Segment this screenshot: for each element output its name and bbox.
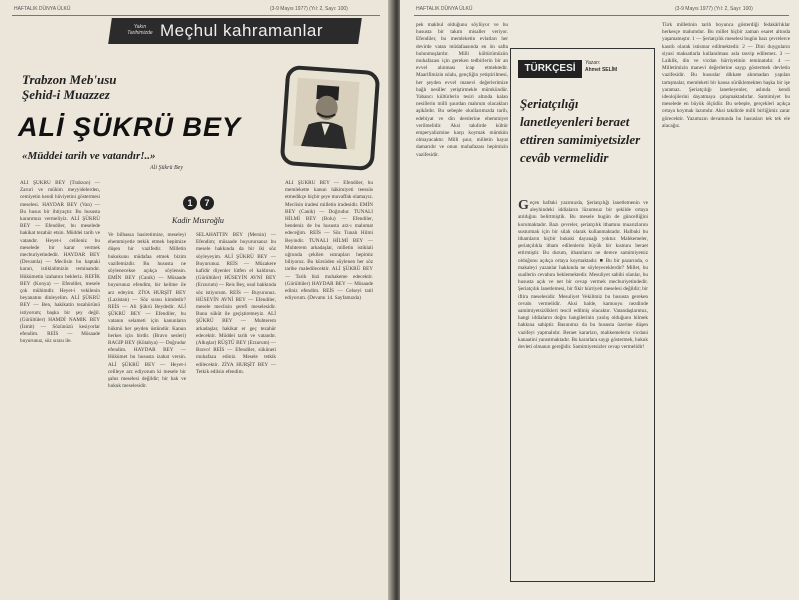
header-rule xyxy=(414,15,789,16)
deck-quote: «Müddei tarih ve vatandır!..» xyxy=(22,150,156,162)
text-column: Türk milletinin tarih boyunca gösterdiği fedakârlıklar herkesçe malumdur. Bu millet hiçbir zaman esaret altında yaşamamıştır. 1 — Şeriatçılık meselesi bugün bazı çevrelerce kasıtlı olarak istismar edilmektedir. 2 — Dini duyguların siyasi maksatlarla kullanılması asla tasvip edilemez. 3 — Laiklik, din ve vicdan hürriyetinin teminatıdır. 4 — Milletimizin manevi değerlerine saygı göstermek devletin vazifesidir. Bu hususlar dikkate alınmadan yapılan tartışmalar, memleketi bir kaosa sürüklemekten başka bir işe yaramaz. Şeriatçılığı lanetleyenler, aslında kendi ideolojilerini dayatmaya çalışmaktadırlar. Samimiyet bu meselede en büyük ölçüdür. Bu sebeple, gerçekleri açıkça ortaya koymak lazımdır. Aksi takdirde milli birliğimiz zarar görecektir. Yazımızın devamında bu hususları tek tek ele alacağız. xyxy=(662,22,790,129)
headline: ALİ ŞÜKRÜ BEY xyxy=(18,112,242,142)
deck-byline: Ali Şükrü Bey xyxy=(150,165,183,171)
column-logo: TÜRKÇESİ xyxy=(518,60,582,78)
kicker xyxy=(22,72,117,102)
running-head-date-left: (3-9 Mayıs 1977) (Yıl: 2, Sayı: 100) xyxy=(270,6,348,12)
part-digit: 1 xyxy=(183,196,197,210)
running-head-date-right: (3-9 Mayıs 1977) (Yıl: 2, Sayı: 100) xyxy=(675,6,753,12)
portrait-frame xyxy=(280,65,381,171)
running-head-right: HAFTALIK DÜNYA ÜLKÜ xyxy=(416,6,473,12)
text-column: ALİ ŞÜKRÜ BEY — Efendiler, bu memlekette kanun hâkimiyeti teessüs etmedikçe hiçbir şeye muvaffak olamayız. Meclisin iradesi milletin iradesidir. EMİN BEY (Canik) — Doğrudur. TUNALI HİLMİ BEY (Bolu) — Efendiler, bendeniz de bu hususta arz-ı malumat edeceğim. REİS — Söz Tunalı Hilmi Beyindir. TUNALI HİLMİ BEY — Muhterem arkadaşlar, milletin istiklali uğrunda çekilen ıstırapları hepimiz biliyoruz. Bu kürsüden söylenen her söz tarihe maledilecektir. ALİ ŞÜKRÜ BEY — Tarih bizi muhakeme edecektir. (Gürültüler) HAYDAR BEY — Müsaade ediniz efendim. REİS — Celseyi tatil ediyorum. (Devamı 14. Sayfamızda) xyxy=(285,180,373,302)
part-number xyxy=(183,196,214,210)
text-column: pek makbul olduğunu söylüyor ve bu hususta bir takım misaller veriyor. Efendiler, bu memleketin evlatları her devirde vatan müdafaasında en ön safta bulunmuşlardır. Milli kültürümüzün muhafazası için gereken tedbirlerin bir an evvel alınması icap etmektedir. Maarifimizin ıslahı, gençliğin yetiştirilmesi, her şeyden evvel manevi değerlerimize bağlı nesiller yetiştirmekle mümkündür. Yabancı kültürlerin tesiri altında kalan nesillerin milli şuurdan mahrum olacakları aşikârdır. Bu sebeple okullarımızda tarih, edebiyat ve din derslerine ehemmiyet verilmelidir. Aksi takdirde kültür emperyalizmine karşı koymak mümkün olmayacaktır. Milli şuur, milletin hayat damarıdır ve onun muhafazası hepimizin vazifesidir. xyxy=(416,22,508,158)
drop-cap: G xyxy=(518,200,529,213)
kicker-line: Şehid-i Muazzez xyxy=(22,87,110,102)
section-title: Meçhul kahramanlar xyxy=(160,21,324,40)
author-byline: Kadir Mısıroğlu xyxy=(172,216,224,225)
text-column: ALİ ŞÜKRÜ BEY (Trabzon) — Zaruri ve mühim meyyidelerden, cemiyetin kendi hüviyetini göstermesi meselesi. HAYDAR BEY (Van) — Bu husus bir ihtiyaçtır. Bu hususta kararımızı vermeliyiz. ALİ ŞÜKRÜ BEY — Efendiler, bu meselede hakikat tezahür etsin. Müddei tarih ve vatandır. Heyet-i celileniz bu meselede bir karar vermek mecburiyetindedir. HAYDAR BEY (Devamla) — Meclisin bu baptaki kararı, istiklalimizin teminatıdır. Hükümetin izahatını bekleriz. REFİK BEY (Konya) — Efendiler, mesele çok mühimdir. Heyet-i vekilenin beyanatını dinleyelim. ALİ ŞÜKRÜ BEY — Ben, hakikatin tezahürünü istiyorum; başka bir şey değil. (Gürültüler) HAMDİ NAMIK BEY (İzmit) — Sözünüzü kesiyorlar efendim. REİS — Müsaade buyurunuz, söz sırası ile. xyxy=(20,180,100,345)
left-page xyxy=(0,0,392,600)
part-digit: 7 xyxy=(200,196,214,210)
column-body xyxy=(518,200,648,572)
author-label: Yazan: xyxy=(585,60,601,66)
portrait-image xyxy=(293,78,360,150)
banner-small-text: Yakın Tarihimizde xyxy=(127,24,153,36)
text-column: SELAHATTİN BEY (Mersin) — Efendim; müsaade buyurursanız bu mesele hakkında da bir iki söz söyleyeyim. ALİ ŞÜKRÜ BEY — Buyurunuz. REİS — Müzakere kafidir diyenler lütfen el kaldırsın. (Gürültüler) HÜSEYİN AVNİ BEY (Erzurum) — Reis Bey, usul hakkında söz istiyorum. REİS — Buyurunuz. HÜSEYİN AVNİ BEY — Efendiler, mesele meclisin şerefi meselesidir. Bunu sükût ile geçiştiremeyiz. ALİ ŞÜKRÜ BEY — Muhterem arkadaşlar, hakikat er geç tezahür edecektir. Müddei tarih ve vatandır. (Alkışlar) RÜŞTÜ BEY (Erzurum) — Bravo! REİS — Efendiler, sükûneti muhafaza ediniz. Mesele tetkik edilecektir. ZİYA HURŞİT BEY — Tetkik edilsin efendim. xyxy=(196,232,276,375)
kicker-line: Trabzon Meb'usu xyxy=(22,72,117,87)
column-title: Şeriatçılığı lanetleyenleri beraet ettiren samimiyetsizler cevâb vermelidir xyxy=(520,96,641,165)
header-rule xyxy=(12,15,380,16)
author-name: Ahmet SELİM xyxy=(585,67,618,73)
text-column: Ve bilhassa basiretimize, meseleyi ehemmiyetle tetkik etmek hepimize düşen bir vazifedir. Milletin hukukunu müdafaa etmek bizim vazifemizdir. Bu hususta ne söylenecekse açıkça söylensin. EMİN BEY (Canik) — Müsaade buyurunuz efendim, bir kelime ile arz edeyim. ZİYA HURŞİT BEY (Lazistan) — Söz sırası kimdedir? REİS — Ali Şükrü Beydedir. ALİ ŞÜKRÜ BEY — Efendiler, bu vatanın selameti için kanunların hükmü her şeyden üstündür. Kanun herkes için birdir. (Bravo sesleri) RAGIP BEY (Kütahya) — Doğrudur efendim. HAYDAR BEY — Hükümet bu hususta izahat versin. ALİ ŞÜKRÜ BEY — Heyet-i celileye arz ediyorum ki mesele bir şahıs meselesi değildir; bir hak ve hukuk meselesidir. xyxy=(108,232,186,390)
running-head-left: HAFTALIK DÜNYA ÜLKÜ xyxy=(14,6,71,12)
column-body-text: eçen haftaki yazımızda, Şeriatçılığı lanetlemenin ve aleyhindeki iddiaların lüzumsuz bir şekilde ortaya atıldığını belirtmiştik. Bu mesele bugün de güncelliğini korumaktadır. Bazı çevreler, şeriatçılık ithamını muarızlarını susturmak için bir silah olarak kullanmaktadır. Halbuki bu ithamların hiçbir hukuki dayanağı yoktur. Mahkemeler, şeriatçılıkla itham edilenlerin büyük bir kısmını beraet ettirmiştir. Bu durum, ithamların ne derece samimiyetsiz olduğunu açıkça ortaya koymaktadır. ■ Bu bir pazarında, o makaleyi yazanlar hakkında ne söyleyeceklerdir? Millet, bu suallerin cevabını beklemektedir. Mesuliyet sahibi olanlar, bu hususta açık ve net bir cevap vermek mecburiyetindedir. Şeriatçılık lanetlemesi, bir fikir hürriyeti meselesi değildir; bir iftira meselesidir. Mesuliyet Vekilimiz bu hususta gereken cevabı vermelidir. Aksi halde, kamuoyu nezdinde samimiyetsizlikleri tescil edilmiş olacaktır. Vatandaşlarımız, hangi iddiaların doğru hangilerinin yanlış olduğunu bilmek hakkına sahiptir. Basınımız da bu hususta üzerine düşen vazifeyi yapmalıdır. Beraet kararları, mahkemelerin vicdani kanaatini yansıtmaktadır. Bu kararlara saygı göstermek, hukuk devleti olmanın gereğidir. Samimiyetsizler cevap vermelidir! xyxy=(518,200,648,351)
column-author xyxy=(585,60,635,74)
